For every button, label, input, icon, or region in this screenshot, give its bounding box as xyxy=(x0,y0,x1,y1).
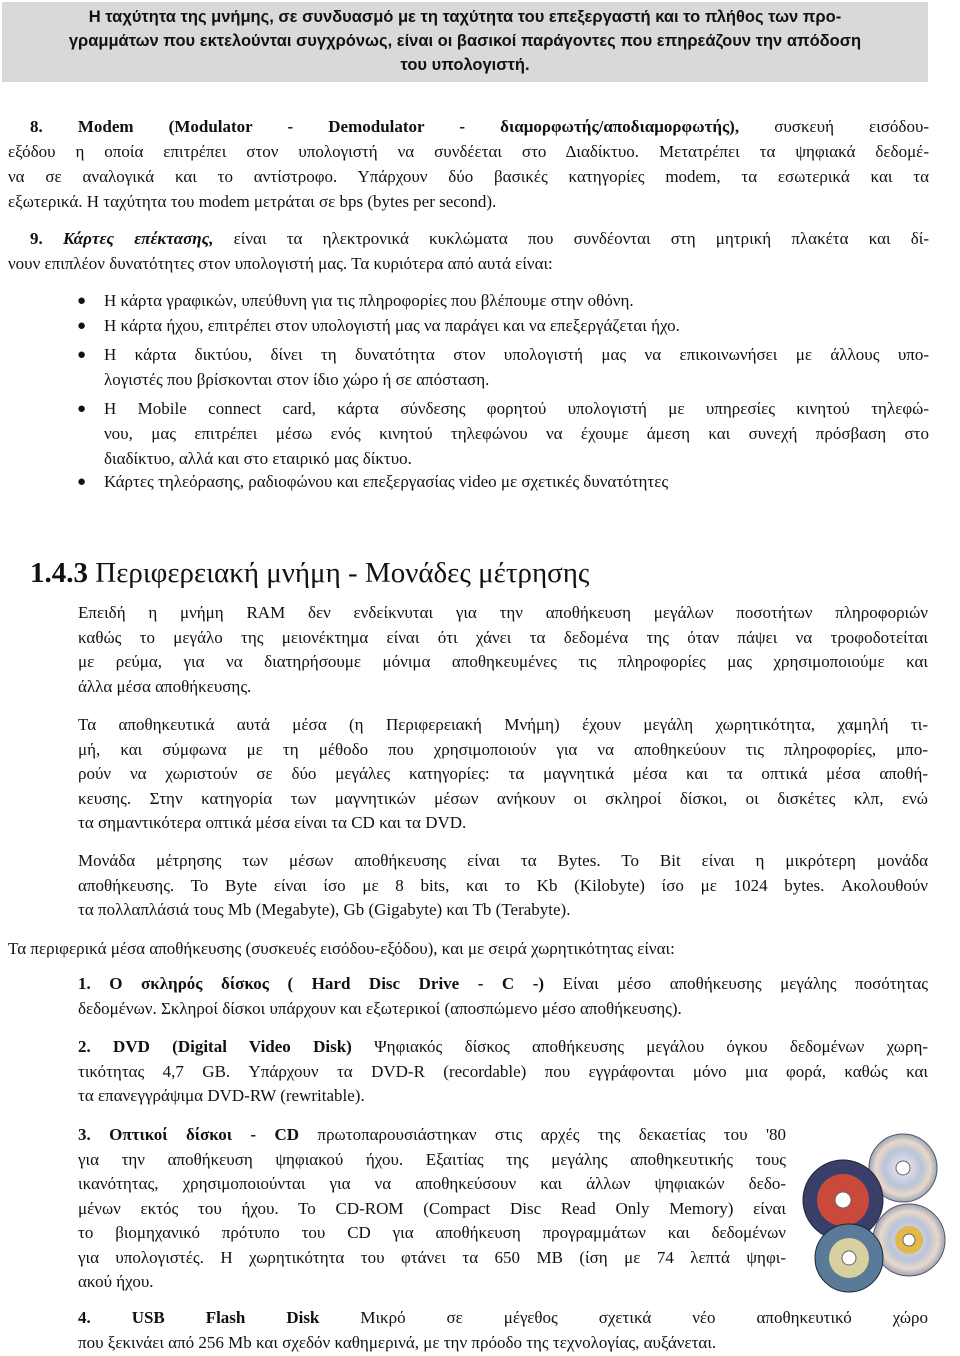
summary-line: Η ταχύτητα της μνήμης, σε συνδυασμό με τη ταχύτητα του επεξεργαστή και το πλήθος των προ- xyxy=(88,8,842,26)
bullet-text: διαδίκτυο, αλλά και στο εταιρικό μας δίκτυο. xyxy=(104,449,412,468)
para-line: τα σημαντικότερα οπτικά μέσα είναι τα CD και τα DVD. xyxy=(78,813,467,832)
cd-disc-icon xyxy=(873,1204,945,1276)
list-line: μένων εκτός του ήχου. Το CD-ROM (Compact Disc Read Only Memory) είναι xyxy=(78,1198,786,1218)
list-label: 4. USB Flash Disk xyxy=(78,1308,320,1327)
bullet-icon: ● xyxy=(77,318,87,334)
para-line: ρούν να χωριστούν σε δύο μεγάλες κατηγορίες: τα μαγνητικά μέσα και τα οπτικά μέσα αποθή- xyxy=(78,764,928,783)
para-line: Επειδή η μνήμη RAM δεν ενδείκνυται για την αποθήκευση μεγάλων ποσοτήτων πληροφοριών xyxy=(78,603,928,622)
list-line: τα επανεγγράψιμα DVD-RW (rewritable). xyxy=(78,1086,365,1105)
bullet-text: Η Mobile connect card, κάρτα σύνδεσης φορητού υπολογιστή με υπηρεσίες κινητού τηλεφώ- xyxy=(104,399,929,418)
bullet-text: Η κάρτα γραφικών, υπεύθυνη για τις πληροφορίες που βλέπουμε στην οθόνη. xyxy=(104,291,634,310)
bullet-text: Η κάρτα ήχου, επιτρέπει στον υπολογιστή μας να παράγει και να επεξεργάζεται ήχο. xyxy=(104,316,680,335)
list-line: για την αποθήκευση ψηφιακού ήχου. Εξαιτίας της μεγάλης αποθηκευτικής τους xyxy=(78,1149,786,1169)
list-line: δεδομένων. Σκληροί δίσκοι υπάρχουν και εξωτερικοί (αποσπώμενο μέσο αποθήκευσης). xyxy=(78,998,682,1018)
list-label: 2. DVD (Digital Video Disk) xyxy=(78,1037,352,1056)
item8-line4: εξωτερικά. Η ταχύτητα του modem μετράται σε bps (bytes per second). xyxy=(8,192,497,211)
item9-line2: νουν επιπλέον δυνατότητες στον υπολογιστή μας. Τα κυριότερα από αυτά είναι: xyxy=(8,254,553,273)
bullet-text: λογιστές που βρίσκονται στον ίδιο χώρο ή σε απόσταση. xyxy=(104,370,490,389)
list-line: που ξεκινάει από 256 Mb και σχεδόν καθημερινά, με την πρόοδο της τεχνολογίας, αυξάνεται. xyxy=(78,1332,717,1352)
list-item-usb xyxy=(78,1306,928,1355)
item-number: 9. xyxy=(30,229,43,248)
para-line: καθώς το μεγάλο της μειονέκτημα είναι ότι χάνει τα δεδομένα της όταν πάψει να τροφοδοτείται xyxy=(78,627,928,647)
list-line xyxy=(78,972,928,997)
heading-number: 1.4.3 xyxy=(30,557,88,589)
paragraph-units xyxy=(78,849,928,923)
list-line xyxy=(78,1306,928,1331)
item-title: Κάρτες επέκτασης, xyxy=(62,229,214,248)
item-number: 8. xyxy=(30,117,43,136)
list-item-dvd xyxy=(78,1035,928,1109)
bullet-text: Κάρτες τηλεόρασης, ραδιοφώνου και επεξεργασίας video με σχετικές δυνατότητες xyxy=(104,472,669,491)
list-text: Μικρό σε μέγεθος σχετικά νέο αποθηκευτικό χώρο xyxy=(360,1308,928,1327)
item-text: συσκευή εισόδου- xyxy=(774,117,930,136)
list-item-cd xyxy=(78,1123,786,1295)
paragraph-storage xyxy=(78,713,928,836)
item8-line3: να σε αναλογικά και το αντίστροφο. Υπάρχουν δύο βασικές κατηγορίες modem, τα εσωτερικά και τα xyxy=(8,167,929,186)
section-heading xyxy=(30,556,589,590)
summary-text xyxy=(2,5,928,77)
list-line: το βιομηχανικό πρότυπο του CD για αποθήκευση προγραμμάτων και δεδομένων xyxy=(78,1223,786,1242)
para-line: μή, και σύμφωνα με τη μέθοδο που χρησιμοποιούν για να αποθηκεύουν τις πληροφορίες, μπο- xyxy=(78,739,928,759)
para-line: κευσης. Στην κατηγορία των μαγνητικών μέσων ανήκουν οι σκληροί δίσκοι, οι δισκέτες κλπ, ενώ xyxy=(78,788,928,808)
paragraph-ram xyxy=(78,601,928,699)
heading-title: Περιφερειακή μνήμη - Μονάδες μέτρησης xyxy=(95,557,590,589)
para-line: αποθήκευσης. Το Byte είναι ίσο με 8 bits, και το Kb (Kilobyte) ίσο με 1024 bytes. Ακολουθούν xyxy=(78,875,928,895)
list-line xyxy=(78,1035,928,1060)
bullet-text: Η κάρτα δικτύου, δίνει τη δυνατότητα στον υπολογιστή μας να επικοινωνήσει με άλλους υπο- xyxy=(104,345,929,364)
summary-line: γραμμάτων που εκτελούνται συγχρόνως, είναι οι βασικοί παράγοντες που επηρεάζουν την απόδοση xyxy=(68,32,862,50)
summary-line: του υπολογιστή. xyxy=(400,56,530,74)
paragraph-peripherals: Τα περιφερικά μέσα αποθήκευσης (συσκευές εισόδου-εξόδου), και με σειρά χωρητικότητας είναι: xyxy=(8,939,675,958)
cd-disc-icon xyxy=(815,1224,883,1292)
list-line xyxy=(78,1123,786,1148)
item8-line2: εξόδου η οποία επιτρέπει στον υπολογιστή να συνδέεται στο Διαδίκτυο. Μετατρέπει τα ψηφιακά δεδομέ- xyxy=(8,142,929,161)
list-line: ακού ήχου. xyxy=(78,1272,154,1291)
list-text: Ψηφιακός δίσκος αποθήκευσης μεγάλου όγκου δεδομένων χωρη- xyxy=(374,1037,928,1056)
list-text: πρωτοπαρουσιάστηκαν στις αρχές της δεκαετίας του '80 xyxy=(317,1125,787,1144)
para-line: Τα αποθηκευτικά αυτά μέσα (η Περιφερειακή Μνήμη) έχουν μεγάλη χωρητικότητα, χαμηλή τι- xyxy=(78,715,928,734)
list-line: τικότητας 4,7 GB. Υπάρχουν τα DVD-R (recordable) που εγγράφονται μόνο μια φορά, καθώς και xyxy=(78,1061,928,1081)
bullet-icon: ● xyxy=(77,293,87,309)
bullet-text: νου, μας επιτρέπει μέσω ενός κινητού τηλεφώνου να έχουμε άμεση και συνεχή πρόσβαση στο xyxy=(104,424,929,443)
para-line: Μονάδα μέτρησης των μέσων αποθήκευσης είναι τα Bytes. To Bit είναι η μικρότερη μονάδα xyxy=(78,851,928,870)
item-text: είναι τα ηλεκτρονικά κυκλώματα που συνδέονται στη μητρική πλακέτα και δί- xyxy=(233,229,930,248)
cd-discs-image xyxy=(791,1130,949,1296)
list-label: 3. Οπτικοί δίσκοι - CD xyxy=(78,1125,300,1144)
list-label: 1. Ο σκληρός δίσκος ( Hard Disc Drive - C -) xyxy=(78,974,545,993)
bullet-icon: ● xyxy=(77,401,87,417)
para-line: με ρεύμα, για να διατηρήσουμε μόνιμα αποθηκευμένες τις πληροφορίες μας χρησιμοποιούμε και xyxy=(78,652,928,671)
item-title: Modem (Modulator - Demodulator - διαμορφωτής/αποδιαμορφωτής), xyxy=(77,117,740,136)
item9-line1 xyxy=(30,227,929,251)
bullet-icon: ● xyxy=(77,347,87,363)
list-line: για υπολογιστές. Η χωρητικότητα του φτάνει τα 650 MB (ίση με 74 λεπτά ψηφι- xyxy=(78,1247,786,1267)
list-line: ικανότητας, χρησιμοποιούνται για να αποθηκεύσουν και άλλων ψηφιακών δεδο- xyxy=(78,1174,786,1193)
bullet-icon: ● xyxy=(77,474,87,490)
para-line: τα πολλαπλάσιά τους Mb (Megabyte), Gb (Gigabyte) και Tb (Terabyte). xyxy=(78,900,571,919)
item8-line1 xyxy=(30,115,929,139)
list-item-hdd xyxy=(78,972,928,1021)
para-line: άλλα μέσα αποθήκευσης. xyxy=(78,676,252,696)
list-text: Είναι μέσο αποθήκευσης μεγάλης ποσότητας xyxy=(562,974,928,993)
